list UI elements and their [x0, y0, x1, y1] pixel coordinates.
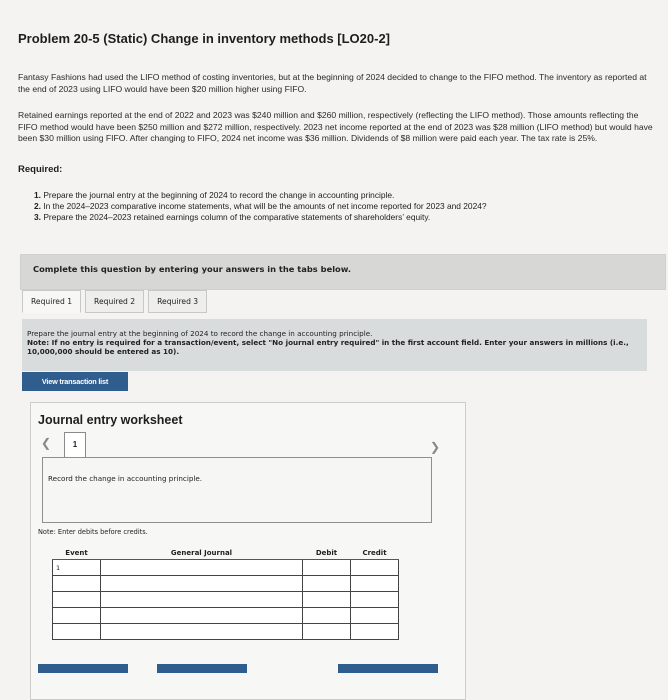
requirement-2: 2. In the 2024–2023 comparative income statements, what will be the amounts of net income reported for 2023 and 2024?	[34, 201, 487, 211]
requirements-list	[34, 190, 487, 223]
debit-cell[interactable]	[303, 592, 351, 608]
entry-description: Record the change in accounting principle.	[48, 474, 203, 483]
banner-text: Complete this question by entering your answers in the tabs below.	[33, 264, 352, 274]
event-cell	[53, 592, 101, 608]
event-cell: 1	[53, 560, 101, 576]
view-general-journal-button[interactable]	[338, 664, 438, 673]
credit-cell[interactable]	[351, 576, 399, 592]
clear-entry-button[interactable]	[157, 664, 247, 673]
account-cell[interactable]	[101, 624, 303, 640]
instruction-note: Note: If no entry is required for a transaction/event, select "No journal entry required" in the first account field. Enter your answers in millions (i.e., 10,000,000 should be entered as 10).	[27, 338, 629, 356]
credit-cell[interactable]	[351, 592, 399, 608]
worksheet-title: Journal entry worksheet	[38, 413, 183, 427]
view-transaction-list-button[interactable]: View transaction list	[22, 372, 128, 391]
debit-cell[interactable]	[303, 608, 351, 624]
table-row	[53, 592, 399, 608]
credit-cell[interactable]	[351, 608, 399, 624]
event-cell	[53, 576, 101, 592]
table-row	[53, 624, 399, 640]
credit-cell[interactable]	[351, 560, 399, 576]
problem-title: Problem 20-5 (Static) Change in inventory methods [LO20-2]	[18, 31, 391, 46]
tab-required-1[interactable]: Required 1	[22, 290, 81, 313]
column-debit: Debit	[303, 546, 351, 560]
problem-details: Retained earnings reported at the end of 2022 and 2023 was $240 million and $260 million, respectively (reflecting the LIFO method). Those amounts reflecting the FIFO method would have been $250 million and $272 million, respectively. 2023 net income reported at the end of 2023 was $28 million (LIFO method) but would have been $30 million using FIFO. After changing to FIFO, 2024 net income was $36 million. Dividends of $8 million were paid each year. The tax rate is 25%.	[18, 110, 653, 143]
journal-table	[52, 546, 399, 640]
column-credit: Credit	[351, 546, 399, 560]
tab-required-2[interactable]: Required 2	[85, 290, 144, 313]
instructions-banner	[20, 254, 666, 290]
entry-description-box	[42, 457, 432, 523]
table-row	[53, 560, 399, 576]
requirement-tabs	[22, 290, 211, 313]
table-row	[53, 576, 399, 592]
debit-cell[interactable]	[303, 624, 351, 640]
problem-intro: Fantasy Fashions had used the LIFO method of costing inventories, but at the beginning of 2024 decided to change to the FIFO method. The inventory as reported at the end of 2023 using LIFO would have been $20 million higher using FIFO.	[18, 72, 647, 94]
account-cell[interactable]	[101, 592, 303, 608]
account-cell[interactable]	[101, 560, 303, 576]
debit-cell[interactable]	[303, 560, 351, 576]
table-row	[53, 608, 399, 624]
tab-instructions	[22, 319, 647, 371]
account-cell[interactable]	[101, 608, 303, 624]
chevron-left-icon[interactable]: ❮	[41, 436, 52, 450]
requirement-1: 1. Prepare the journal entry at the beginning of 2024 to record the change in accounting principle.	[34, 190, 395, 200]
column-event: Event	[53, 546, 101, 560]
credit-cell[interactable]	[351, 624, 399, 640]
tab-required-3[interactable]: Required 3	[148, 290, 207, 313]
record-entry-button[interactable]	[38, 664, 128, 673]
journal-table-header	[53, 546, 399, 560]
worksheet-page-number[interactable]: 1	[64, 432, 86, 458]
debits-note: Note: Enter debits before credits.	[38, 528, 148, 536]
instruction-main: Prepare the journal entry at the beginning of 2024 to record the change in accounting principle.	[27, 329, 373, 338]
requirement-3: 3. Prepare the 2024–2023 retained earnings column of the comparative statements of shareholders’ equity.	[34, 212, 431, 222]
chevron-right-icon[interactable]: ❯	[430, 440, 441, 454]
event-cell	[53, 608, 101, 624]
account-cell[interactable]	[101, 576, 303, 592]
column-general-journal: General Journal	[101, 546, 303, 560]
debit-cell[interactable]	[303, 576, 351, 592]
required-heading: Required:	[18, 164, 63, 175]
event-cell	[53, 624, 101, 640]
